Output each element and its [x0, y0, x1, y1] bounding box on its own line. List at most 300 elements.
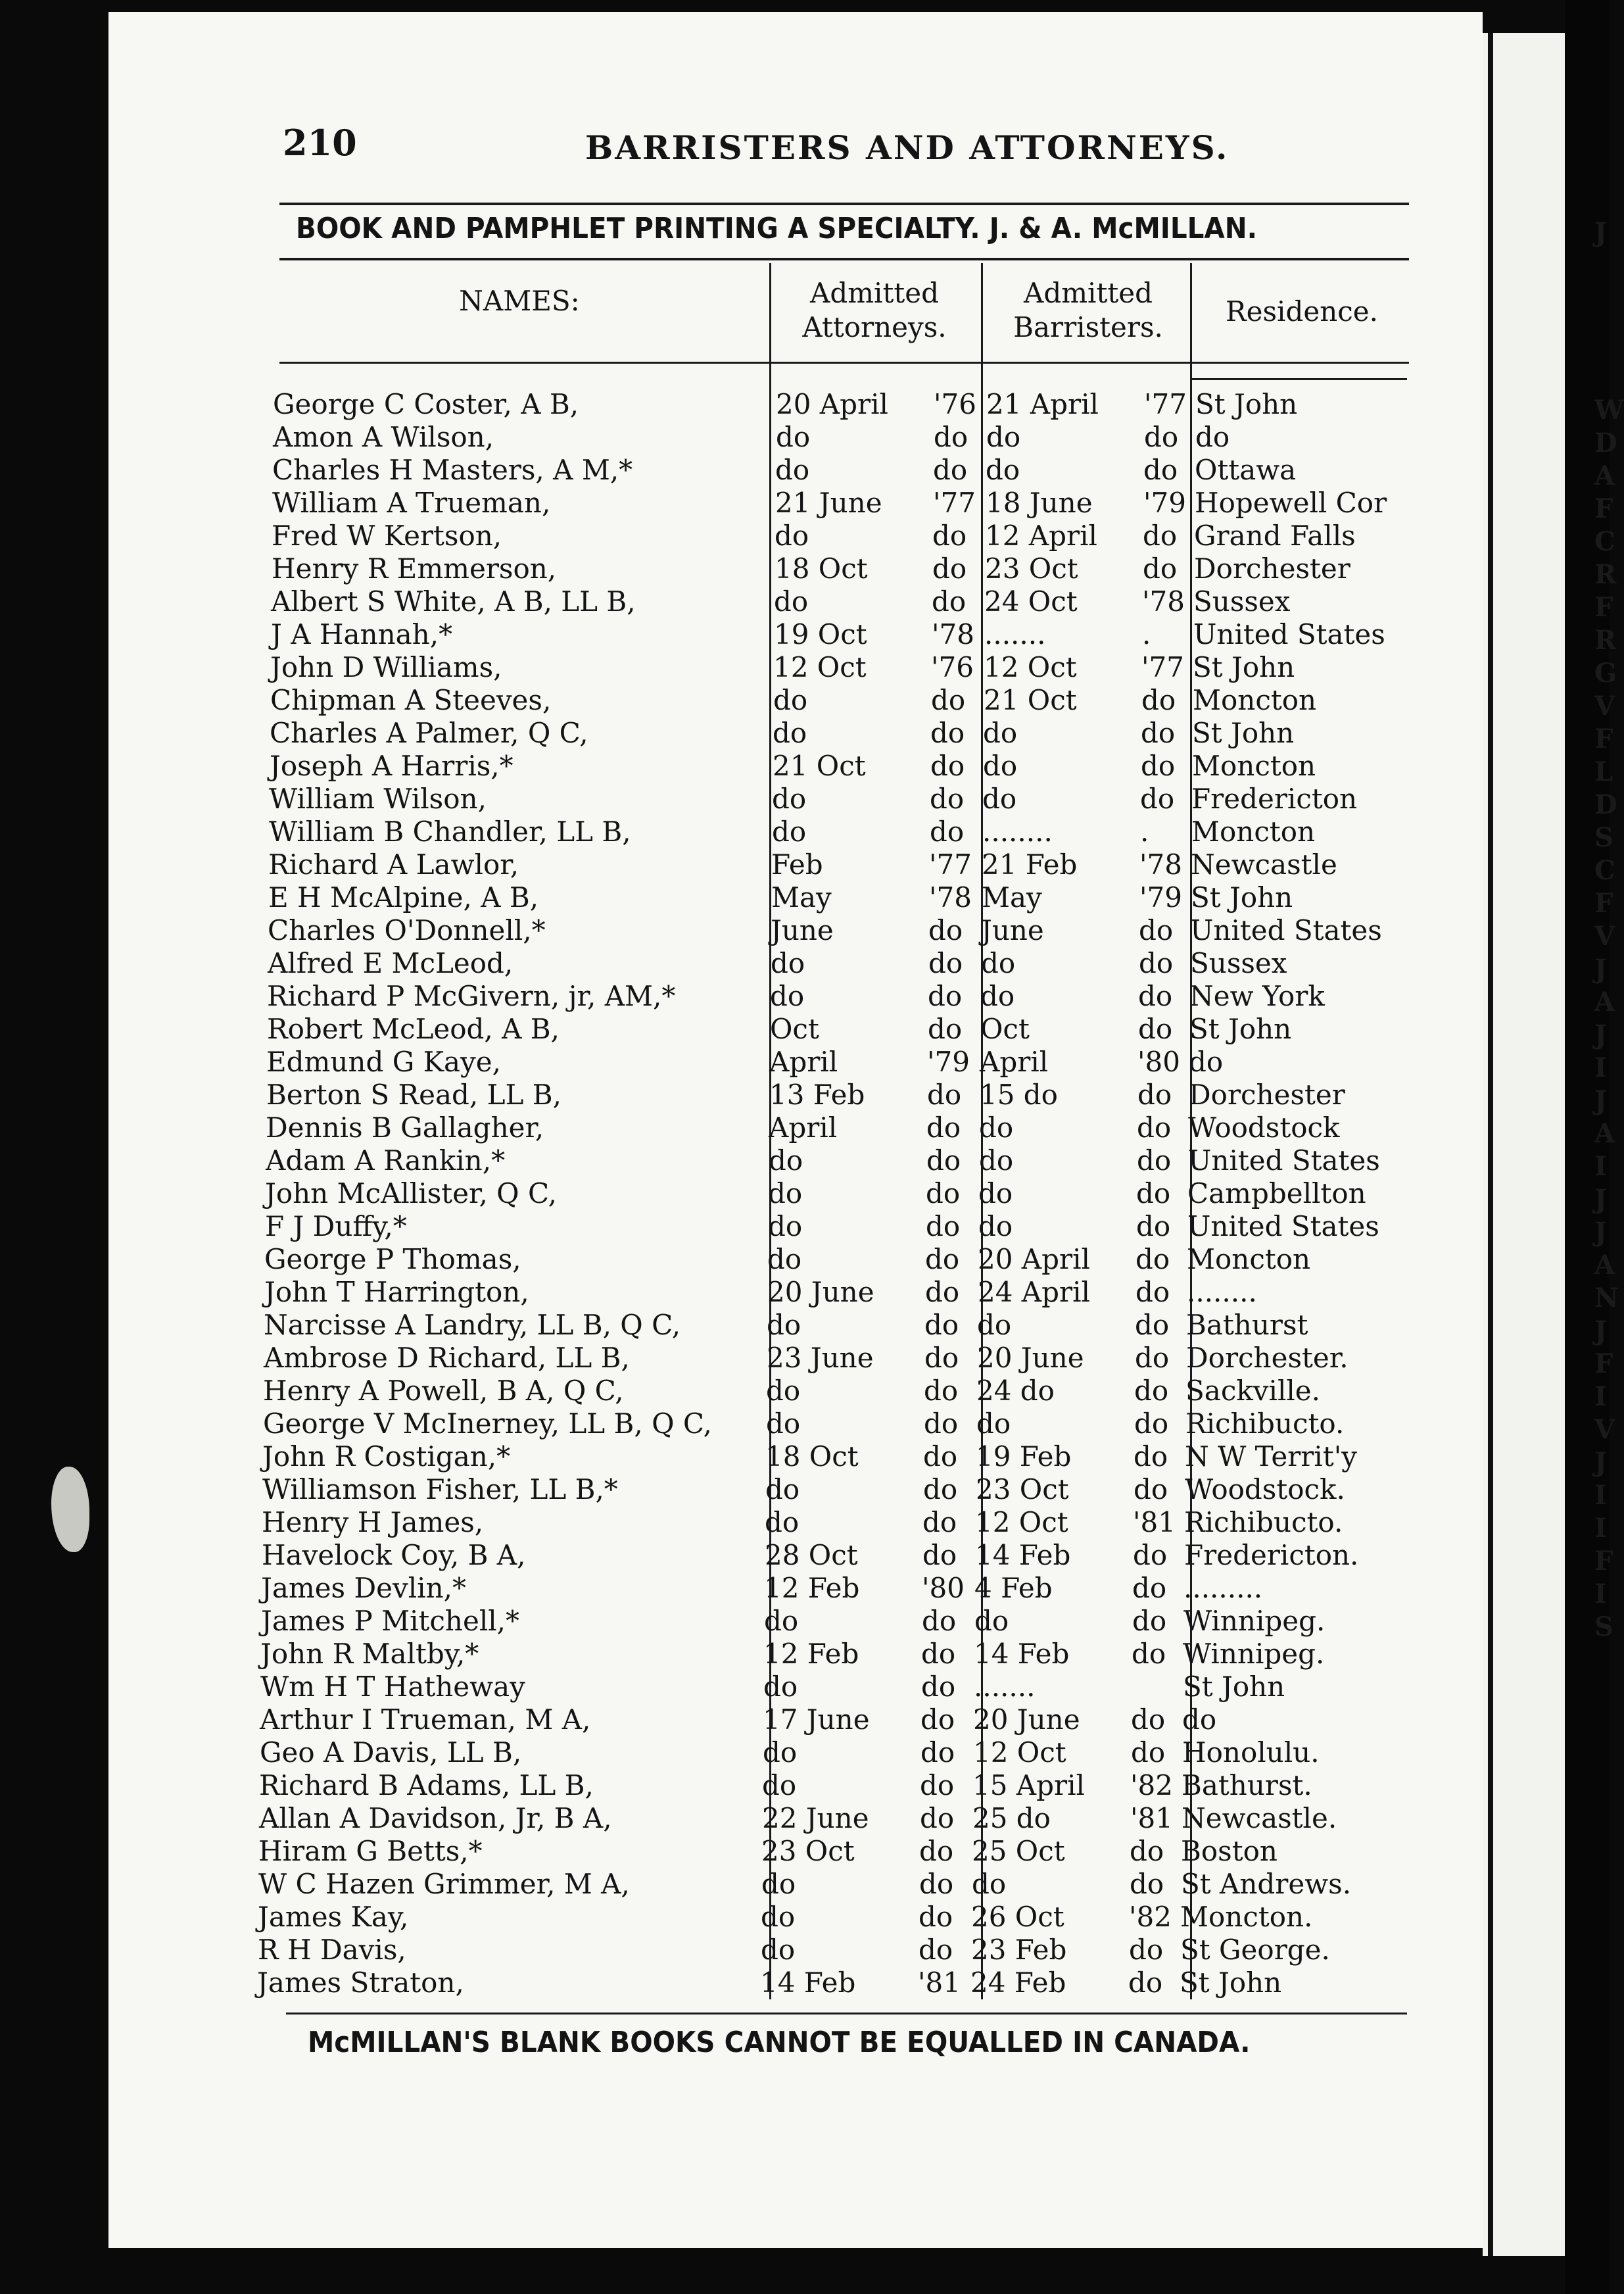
cell-residence: Honolulu. [1182, 1736, 1320, 1769]
cell-admitted-barrister-date: do [976, 1407, 1011, 1440]
cell-admitted-attorney-date: do [766, 1375, 801, 1407]
cell-admitted-barrister-date: 24 April [978, 1276, 1090, 1308]
cell-name: Chipman A Steeves, [270, 684, 552, 716]
cell-admitted-barrister-date: do [986, 421, 1021, 453]
cell-residence: Moncton [1187, 1243, 1311, 1275]
cell-admitted-barrister-year: do [1137, 1079, 1172, 1111]
cell-residence: Richibucto. [1185, 1407, 1345, 1440]
ad-bottom-rule [286, 2013, 1407, 2014]
cell-admitted-attorney-date: 17 June [763, 1703, 870, 1736]
cell-admitted-attorney-date: do [763, 1736, 798, 1769]
cell-admitted-attorney-date: 12 Oct [773, 651, 867, 683]
cell-admitted-attorney-date: do [775, 520, 809, 552]
cell-admitted-attorney-year: do [926, 1111, 961, 1144]
cell-admitted-barrister-year: '82 [1130, 1769, 1173, 1801]
cell-admitted-barrister-date: 21 Oct [984, 684, 1077, 716]
cell-admitted-attorney-date: 28 Oct [765, 1539, 858, 1571]
cell-residence: United States [1187, 1210, 1379, 1242]
cell-admitted-barrister-date: Oct [980, 1013, 1030, 1045]
next-page-edge-letter: J [1594, 1217, 1607, 1248]
cell-residence: ........ [1187, 1276, 1257, 1308]
next-page-edge-letter: D [1594, 427, 1617, 458]
cell-admitted-barrister-year: do [1130, 1868, 1164, 1900]
cell-admitted-barrister-date: do [978, 1177, 1013, 1209]
cell-admitted-barrister-date: 12 Oct [975, 1506, 1068, 1538]
cell-name: Richard B Adams, LL B, [259, 1769, 594, 1801]
gutter-shadow [1488, 33, 1493, 2256]
cell-admitted-attorney-date: do [768, 1210, 803, 1242]
cell-admitted-attorney-date: do [770, 980, 805, 1012]
cell-admitted-attorney-date: do [762, 1769, 797, 1801]
cell-admitted-attorney-date: do [766, 1407, 801, 1440]
next-page-edge-letter: I [1594, 1151, 1607, 1182]
cell-admitted-attorney-year: do [934, 421, 968, 453]
cell-residence: do [1182, 1703, 1217, 1736]
next-page-edge-letter: C [1594, 526, 1615, 557]
cell-admitted-attorney-date: do [769, 1144, 803, 1177]
advert-top: BOOK AND PAMPHLET PRINTING A SPECIALTY. J. & A. McMILLAN. [296, 212, 1258, 245]
cell-name: John McAllister, Q C, [265, 1177, 557, 1209]
cell-admitted-barrister-year: . [1142, 618, 1151, 650]
cell-admitted-attorney-year: do [920, 1703, 955, 1736]
cell-admitted-barrister-year: do [1141, 717, 1176, 749]
cell-admitted-barrister-year: '81 [1133, 1506, 1176, 1538]
cell-admitted-attorney-year: do [930, 750, 965, 782]
cell-residence: N W Territ'y [1185, 1440, 1357, 1473]
cell-admitted-barrister-year: do [1129, 1934, 1164, 1966]
cell-admitted-barrister-year: do [1131, 1703, 1166, 1736]
next-page-edge-letter: J [1594, 1019, 1607, 1050]
cell-residence: St George. [1180, 1934, 1330, 1966]
cell-residence: St Andrews. [1181, 1868, 1352, 1900]
cell-admitted-barrister-date: 24 Feb [970, 1966, 1066, 1999]
cell-name: Joseph A Harris,* [270, 750, 513, 782]
cell-admitted-attorney-year: do [926, 1144, 961, 1177]
cell-admitted-barrister-year: '82 [1129, 1901, 1172, 1933]
col-header-attorneys: Admitted Attorneys. [802, 277, 947, 343]
next-page-edge-letter: S [1594, 1611, 1613, 1642]
cell-admitted-attorney-year: do [919, 1934, 953, 1966]
cell-admitted-attorney-year: do [919, 1835, 954, 1867]
cell-admitted-attorney-year: do [921, 1671, 956, 1703]
cell-name: F J Duffy,* [265, 1210, 407, 1242]
cell-admitted-barrister-date: 20 April [978, 1243, 1090, 1275]
cell-admitted-attorney-year: do [923, 1440, 958, 1473]
cell-admitted-barrister-date: do [980, 980, 1015, 1012]
cell-admitted-barrister-date: 12 Oct [973, 1736, 1066, 1769]
cell-residence: Moncton [1191, 816, 1316, 848]
cell-admitted-attorney-date: Oct [770, 1013, 819, 1045]
cell-admitted-barrister-date: do [972, 1868, 1007, 1900]
cell-admitted-barrister-date: 12 Oct [984, 651, 1077, 683]
cell-name: Allan A Davidson, Jr, B A, [259, 1802, 612, 1834]
next-page-edge-letter: V [1594, 921, 1615, 952]
cell-name: Dennis B Gallagher, [266, 1111, 544, 1144]
cell-admitted-barrister-year: '79 [1139, 881, 1182, 914]
cell-admitted-attorney-year: do [927, 1079, 962, 1111]
cell-admitted-attorney-date: do [767, 1309, 801, 1341]
cell-admitted-barrister-year: do [1143, 552, 1178, 585]
cell-name: Narcisse A Landry, LL B, Q C, [264, 1309, 681, 1341]
cell-name: Robert McLeod, A B, [267, 1013, 560, 1045]
cell-name: William Wilson, [269, 783, 487, 815]
cell-residence: Hopewell Cor [1195, 487, 1387, 519]
cell-admitted-attorney-date: do [761, 1934, 796, 1966]
cell-admitted-barrister-date: 4 Feb [974, 1572, 1053, 1604]
cell-admitted-barrister-date: 12 April [985, 520, 1097, 552]
cell-name: Hiram G Betts,* [258, 1835, 483, 1867]
next-page-edge-letter: A [1594, 987, 1615, 1017]
cell-admitted-attorney-year: do [922, 1539, 957, 1571]
cell-residence: Winnipeg. [1183, 1605, 1325, 1637]
cell-admitted-barrister-date: do [979, 1111, 1014, 1144]
cell-residence: Sussex [1193, 585, 1291, 618]
cell-admitted-attorney-year: do [922, 1605, 957, 1637]
residence-rule [1190, 378, 1407, 380]
cell-admitted-attorney-year: do [926, 1210, 961, 1242]
cell-admitted-attorney-year: do [923, 1473, 958, 1505]
cell-admitted-attorney-year: '77 [933, 487, 976, 519]
cell-admitted-attorney-year: do [924, 1309, 959, 1341]
cell-admitted-barrister-date: do [981, 947, 1016, 979]
cell-admitted-barrister-year: do [1138, 980, 1173, 1012]
cell-admitted-attorney-date: Feb [771, 848, 823, 881]
cell-admitted-attorney-year: do [930, 816, 965, 848]
cell-admitted-attorney-date: do [776, 421, 811, 453]
cell-name: Williamson Fisher, LL B,* [262, 1473, 618, 1505]
cell-name: Havelock Coy, B A, [262, 1539, 526, 1571]
next-page-edge-letter: F [1594, 493, 1613, 524]
cell-name: Berton S Read, LL B, [266, 1079, 561, 1111]
advert-bottom: McMILLAN'S BLANK BOOKS CANNOT BE EQUALLED IN CANADA. [308, 2026, 1251, 2059]
cell-admitted-attorney-year: do [922, 1506, 957, 1538]
cell-admitted-attorney-date: 18 Oct [775, 552, 868, 585]
cell-name: John D Williams, [270, 651, 502, 683]
cell-admitted-barrister-date: 26 Oct [971, 1901, 1064, 1933]
cell-admitted-barrister-date: April [980, 1046, 1049, 1078]
cell-admitted-attorney-date: do [772, 783, 807, 815]
cell-admitted-attorney-year: do [926, 1177, 961, 1209]
cell-name: Charles O'Donnell,* [268, 914, 546, 946]
cell-admitted-barrister-date: ....... [974, 1671, 1036, 1703]
cell-residence: Sackville. [1185, 1375, 1321, 1407]
cell-name: John T Harrington, [264, 1276, 529, 1308]
cell-admitted-barrister-date: do [986, 454, 1020, 486]
next-page-edge-letter: W [1594, 395, 1624, 426]
col-header-names: NAMES: [459, 285, 580, 317]
cell-admitted-attorney-date: 19 Oct [774, 618, 867, 650]
next-page-edge-letter: N [1594, 1282, 1619, 1313]
cell-admitted-attorney-date: 14 Feb [760, 1966, 856, 1999]
cell-admitted-attorney-year: do [920, 1736, 955, 1769]
cell-residence: United States [1193, 618, 1385, 650]
cell-admitted-attorney-year: do [924, 1407, 959, 1440]
cell-name: E H McAlpine, A B, [268, 881, 539, 914]
cell-admitted-barrister-year: do [1135, 1243, 1170, 1275]
cell-admitted-barrister-year: '79 [1143, 487, 1186, 519]
cell-admitted-attorney-year: '78 [932, 618, 974, 650]
cell-admitted-barrister-year: do [1140, 783, 1175, 815]
col-header-residence: Residence. [1226, 295, 1378, 328]
cell-name: R H Davis, [258, 1934, 406, 1966]
cell-name: George P Thomas, [264, 1243, 521, 1275]
cell-residence: St John [1192, 717, 1295, 749]
cell-admitted-barrister-year: do [1131, 1736, 1166, 1769]
cell-residence: Bathurst. [1182, 1769, 1312, 1801]
cell-admitted-barrister-year: '78 [1142, 585, 1185, 618]
cell-admitted-attorney-year: do [924, 1375, 959, 1407]
cell-admitted-attorney-year: '76 [931, 651, 974, 683]
cell-admitted-attorney-date: 22 June [762, 1802, 869, 1834]
next-page-edge-letter: V [1594, 691, 1615, 721]
cell-admitted-barrister-year: do [1137, 1144, 1172, 1177]
cell-admitted-barrister-date: 14 Feb [975, 1539, 1071, 1571]
cell-residence: United States [1188, 1144, 1380, 1177]
cell-residence: Moncton [1192, 750, 1316, 782]
next-page-edge-letter: I [1594, 1513, 1607, 1544]
next-page-edge-letter: J [1594, 1184, 1607, 1215]
cell-admitted-attorney-date: do [765, 1506, 800, 1538]
cell-admitted-attorney-date: do [773, 717, 807, 749]
cell-admitted-attorney-year: do [919, 1868, 954, 1900]
cell-residence: ......... [1183, 1572, 1263, 1604]
cell-admitted-attorney-year: do [932, 552, 967, 585]
cell-admitted-barrister-date: 23 Oct [976, 1473, 1069, 1505]
next-page-edge-letter: D [1594, 789, 1617, 820]
header-bottom-rule [279, 362, 1409, 364]
cell-admitted-attorney-year: do [919, 1901, 953, 1933]
cell-admitted-barrister-year: do [1134, 1440, 1168, 1473]
cell-residence: Dorchester [1194, 552, 1350, 585]
next-page-edge-letter: F [1594, 723, 1613, 754]
cell-admitted-barrister-year: do [1128, 1966, 1163, 1999]
cell-name: William B Chandler, LL B, [269, 816, 631, 848]
cell-admitted-barrister-year: do [1136, 1210, 1171, 1242]
next-page-edge-letter: F [1594, 888, 1613, 919]
cell-residence: Bathurst [1186, 1309, 1308, 1341]
cell-admitted-attorney-year: do [928, 947, 963, 979]
cell-admitted-barrister-date: 21 April [986, 388, 1099, 420]
cell-residence: St John [1193, 651, 1295, 683]
cell-admitted-attorney-year: do [925, 1243, 960, 1275]
cell-admitted-attorney-year: do [933, 454, 968, 486]
cell-admitted-attorney-year: do [930, 717, 965, 749]
cell-admitted-barrister-date: 20 June [973, 1703, 1080, 1736]
cell-residence: Dorchester [1189, 1079, 1345, 1111]
cell-admitted-attorney-year: '80 [922, 1572, 965, 1604]
cell-residence: Moncton [1193, 684, 1317, 716]
cell-residence: Ottawa [1195, 454, 1297, 486]
cell-admitted-barrister-date: do [974, 1605, 1009, 1637]
cell-name: William A Trueman, [272, 487, 551, 519]
cell-admitted-attorney-year: '78 [929, 881, 972, 914]
cell-name: John R Costigan,* [262, 1440, 511, 1473]
cell-admitted-attorney-date: do [775, 454, 810, 486]
next-page-edge-letter: I [1594, 1480, 1607, 1511]
cell-admitted-attorney-date: 21 Oct [773, 750, 866, 782]
cell-name: James Devlin,* [261, 1572, 466, 1604]
cell-admitted-barrister-year: do [1143, 520, 1178, 552]
cell-admitted-attorney-date: do [765, 1473, 800, 1505]
cell-admitted-barrister-year: do [1132, 1572, 1167, 1604]
cell-name: Arthur I Trueman, M A, [260, 1703, 591, 1736]
next-page-edge-letter: A [1594, 1250, 1615, 1281]
next-page-edge-letter-top: J [1594, 217, 1607, 248]
cell-admitted-attorney-date: 12 Feb [764, 1572, 860, 1604]
cell-name: Richard A Lawlor, [268, 848, 519, 881]
cell-admitted-attorney-date: do [763, 1671, 798, 1703]
next-page-edge-letter: L [1594, 756, 1613, 787]
cell-admitted-barrister-year: do [1135, 1276, 1170, 1308]
cell-residence: Dorchester. [1186, 1342, 1349, 1374]
cell-name: George C Coster, A B, [273, 388, 579, 420]
cell-admitted-attorney-date: do [774, 585, 809, 618]
cell-name: Amon A Wilson, [273, 421, 494, 453]
cell-name: Henry A Powell, B A, Q C, [263, 1375, 624, 1407]
next-page-edge-letter: S [1594, 822, 1613, 853]
cell-admitted-attorney-year: '77 [929, 848, 972, 881]
cell-admitted-attorney-year: '79 [927, 1046, 970, 1078]
next-page-edge-letter: I [1594, 1052, 1607, 1083]
cell-admitted-barrister-date: 20 June [977, 1342, 1084, 1374]
cell-admitted-barrister-year: do [1137, 1111, 1172, 1144]
cell-admitted-barrister-date: 15 April [972, 1769, 1085, 1801]
cell-residence: St John [1183, 1671, 1285, 1703]
cell-admitted-attorney-date: do [764, 1605, 799, 1637]
cell-residence: Moncton. [1180, 1901, 1313, 1933]
cell-name: Fred W Kertson, [272, 520, 502, 552]
cell-name: Edmund G Kaye, [266, 1046, 501, 1078]
cell-admitted-barrister-date: 14 Feb [974, 1638, 1070, 1670]
cell-admitted-barrister-year: do [1139, 947, 1174, 979]
cell-admitted-attorney-date: do [761, 1868, 796, 1900]
cell-admitted-barrister-date: 24 do [976, 1375, 1055, 1407]
cell-admitted-barrister-year: do [1130, 1835, 1164, 1867]
cell-admitted-attorney-year: do [924, 1342, 959, 1374]
cell-name: J A Hannah,* [271, 618, 453, 650]
next-page-edge-letter: F [1594, 1348, 1613, 1379]
cell-admitted-barrister-year: do [1135, 1309, 1170, 1341]
cell-admitted-barrister-date: do [983, 750, 1018, 782]
cell-admitted-attorney-date: 21 June [775, 487, 882, 519]
cell-admitted-attorney-year: do [932, 585, 967, 618]
cell-admitted-barrister-year: '77 [1141, 651, 1184, 683]
cell-name: Geo A Davis, LL B, [260, 1736, 522, 1769]
cell-admitted-attorney-year: do [930, 783, 965, 815]
cell-residence: do [1195, 421, 1230, 453]
cell-admitted-barrister-date: 23 Oct [985, 552, 1078, 585]
cell-admitted-attorney-date: do [771, 947, 805, 979]
cell-admitted-barrister-year: do [1136, 1177, 1171, 1209]
cell-admitted-attorney-date: 23 Oct [761, 1835, 855, 1867]
cell-admitted-attorney-date: do [767, 1243, 802, 1275]
cell-residence: New York [1189, 980, 1325, 1012]
cell-residence: Boston [1181, 1835, 1278, 1867]
cell-admitted-barrister-year: '80 [1137, 1046, 1180, 1078]
cell-admitted-attorney-year: do [920, 1802, 955, 1834]
cell-admitted-barrister-year: do [1134, 1407, 1169, 1440]
cell-residence: do [1189, 1046, 1224, 1078]
cell-admitted-attorney-date: June [771, 914, 834, 946]
cell-admitted-barrister-year: do [1143, 454, 1178, 486]
cell-name: Charles A Palmer, Q C, [270, 717, 588, 749]
cell-residence: Fredericton. [1184, 1539, 1359, 1571]
cell-residence: Woodstock [1188, 1111, 1340, 1144]
cell-admitted-barrister-year: do [1134, 1473, 1168, 1505]
cell-admitted-barrister-year: '78 [1139, 848, 1182, 881]
next-page-edge-letter: J [1594, 1315, 1607, 1346]
cell-admitted-barrister-year: do [1138, 1013, 1173, 1045]
cell-admitted-attorney-date: do [772, 816, 807, 848]
cell-name: James Kay, [258, 1901, 409, 1933]
next-page-edge-letter: G [1594, 658, 1617, 689]
next-page-edge-letter: C [1594, 855, 1615, 886]
cell-name: Henry H James, [262, 1506, 484, 1538]
cell-admitted-attorney-date: do [773, 684, 808, 716]
cell-admitted-attorney-date: 20 June [767, 1276, 874, 1308]
cell-residence: Sussex [1190, 947, 1287, 979]
cell-admitted-attorney-date: 12 Feb [763, 1638, 859, 1670]
cell-admitted-barrister-date: 21 Feb [982, 848, 1078, 881]
next-page-edge-letter: I [1594, 1381, 1607, 1412]
cell-name: Ambrose D Richard, LL B, [264, 1342, 630, 1374]
next-page-edge-letter: A [1594, 1118, 1615, 1149]
cell-admitted-attorney-date: April [769, 1111, 838, 1144]
cell-admitted-attorney-date: April [769, 1046, 838, 1078]
next-page-edge [1483, 33, 1568, 2256]
cell-residence: Newcastle. [1182, 1802, 1337, 1834]
cell-admitted-barrister-date: 18 June [986, 487, 1093, 519]
cell-residence: Richibucto. [1184, 1506, 1343, 1538]
next-page-edge-letter: F [1594, 592, 1613, 623]
cell-admitted-barrister-date: do [979, 1144, 1014, 1177]
cell-name: Henry R Emmerson, [272, 552, 557, 585]
cell-admitted-barrister-date: ........ [982, 816, 1053, 848]
cell-name: George V McInerney, LL B, Q C, [263, 1407, 712, 1440]
cell-admitted-barrister-date: 15 do [980, 1079, 1058, 1111]
cell-admitted-barrister-date: May [982, 881, 1042, 914]
cell-admitted-barrister-year: do [1141, 750, 1176, 782]
cell-residence: St John [1195, 388, 1298, 420]
cell-admitted-attorney-date: do [761, 1901, 796, 1933]
ad-top-rule-upper [279, 203, 1409, 205]
cell-admitted-attorney-year: do [920, 1769, 955, 1801]
cell-admitted-attorney-date: 13 Feb [769, 1079, 865, 1111]
cell-admitted-barrister-date: 19 Feb [976, 1440, 1072, 1473]
running-head: BARRISTERS AND ATTORNEYS. [585, 128, 1230, 167]
cell-admitted-attorney-date: 20 April [776, 388, 888, 420]
ad-top-rule-lower [279, 258, 1409, 260]
cell-admitted-barrister-date: 25 do [972, 1802, 1051, 1834]
cell-admitted-barrister-year: '77 [1144, 388, 1187, 420]
cell-name: Alfred E McLeod, [268, 947, 513, 979]
cell-residence: Woodstock. [1185, 1473, 1345, 1505]
cell-admitted-barrister-year: do [1144, 421, 1179, 453]
cell-residence: St John [1189, 1013, 1292, 1045]
cell-admitted-attorney-date: 18 Oct [765, 1440, 859, 1473]
col-header-barristers: Admitted Barristers. [1013, 277, 1163, 343]
cell-admitted-attorney-date: May [771, 881, 832, 914]
cell-admitted-attorney-date: 23 June [767, 1342, 874, 1374]
cell-admitted-barrister-year: do [1135, 1342, 1170, 1374]
cell-admitted-barrister-date: do [978, 1210, 1013, 1242]
cell-admitted-barrister-year: do [1132, 1638, 1166, 1670]
cell-residence: St John [1180, 1966, 1282, 1999]
cell-residence: Campbellton [1187, 1177, 1366, 1209]
cell-name: Wm H T Hatheway [260, 1671, 525, 1703]
next-page-edge-letter: I [1594, 1578, 1607, 1609]
cell-residence: Newcastle [1191, 848, 1337, 881]
